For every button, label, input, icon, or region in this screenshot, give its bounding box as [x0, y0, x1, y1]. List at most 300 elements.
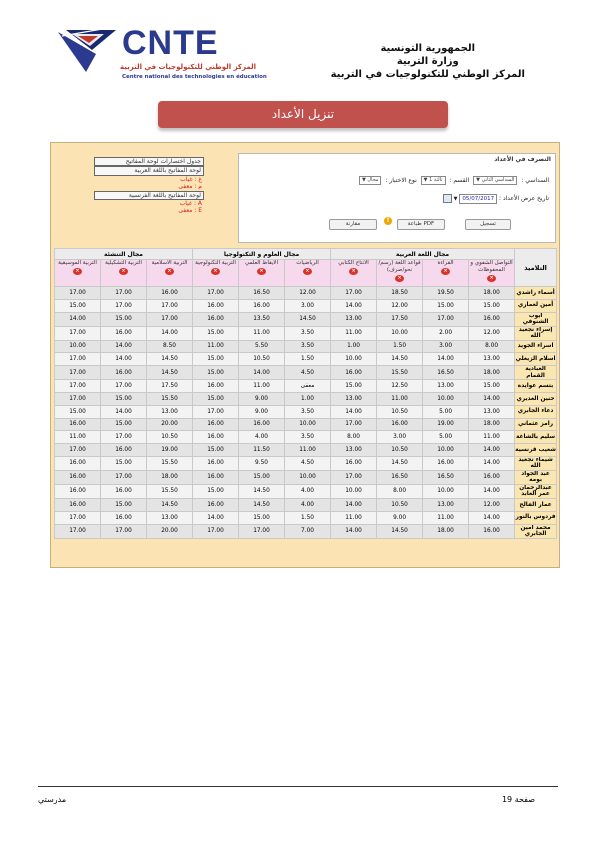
grade-cell[interactable]: 18.00: [147, 470, 193, 484]
grades-table-body: [55, 287, 557, 539]
subject-header: [469, 260, 515, 287]
grade-cell[interactable]: 13.00: [331, 444, 377, 457]
grade-cell[interactable]: 15.00: [193, 326, 239, 340]
shortcut-line: م : معفى: [178, 183, 202, 191]
grade-cell[interactable]: 14.00: [469, 484, 515, 498]
grade-cell[interactable]: 14.50: [147, 353, 193, 366]
grade-cell[interactable]: 11.00: [331, 326, 377, 340]
grade-cell[interactable]: 11.00: [331, 511, 377, 524]
grade-cell[interactable]: 4.50: [285, 366, 331, 380]
grade-cell[interactable]: 14.00: [147, 326, 193, 340]
grade-cell[interactable]: 18.00: [469, 287, 515, 300]
grade-cell[interactable]: 11.00: [239, 326, 285, 340]
student-row: [55, 484, 557, 498]
grade-cell[interactable]: 1.00: [285, 392, 331, 405]
grade-cell[interactable]: 10.50: [377, 444, 423, 457]
grade-cell[interactable]: 17.00: [55, 326, 101, 340]
grade-cell[interactable]: 14.50: [239, 484, 285, 498]
domain-arabic-header: مجال اللغة العربية: [331, 249, 515, 260]
grade-cell[interactable]: 8.00: [469, 340, 515, 353]
grade-cell[interactable]: 16.00: [239, 418, 285, 431]
grade-cell[interactable]: 14.00: [423, 353, 469, 366]
ministry-line-center: المركز الوطني للتكنولوجيات في التربية: [330, 69, 525, 80]
grade-cell[interactable]: 14.00: [331, 498, 377, 511]
grade-cell[interactable]: 14.00: [331, 405, 377, 418]
grade-cell[interactable]: 20.00: [147, 524, 193, 538]
remove-subject-icon[interactable]: ×: [487, 275, 496, 282]
subject-header: [377, 260, 423, 287]
grade-cell[interactable]: 17.00: [101, 380, 147, 393]
grade-cell[interactable]: 17.00: [331, 287, 377, 300]
grade-cell[interactable]: 17.00: [423, 312, 469, 326]
ministry-line-ministry: وزارة التربية: [396, 56, 459, 67]
semester-label: السداسي :: [521, 177, 549, 184]
grade-cell[interactable]: 15.00: [101, 312, 147, 326]
grade-cell[interactable]: 15.00: [469, 299, 515, 312]
grade-cell[interactable]: 13.00: [469, 405, 515, 418]
student-name: دعاء الجابري: [515, 405, 557, 418]
student-name: عبد الجواد بومه: [515, 470, 557, 484]
grade-cell[interactable]: 16.00: [469, 524, 515, 538]
grade-cell[interactable]: 12.50: [377, 380, 423, 393]
grade-cell[interactable]: 14.00: [331, 299, 377, 312]
grade-cell[interactable]: 15.00: [423, 299, 469, 312]
cnte-logo-text: CNTE: [122, 24, 219, 62]
shortcut-line: لوحة المفاتيح باللغة العربية: [94, 166, 204, 175]
grade-cell[interactable]: 16.00: [101, 444, 147, 457]
grade-cell[interactable]: 15.00: [101, 456, 147, 470]
grade-cell[interactable]: 16.00: [193, 431, 239, 444]
student-row: [55, 340, 557, 353]
grade-cell[interactable]: 11.00: [285, 444, 331, 457]
grade-cell[interactable]: 8.00: [331, 431, 377, 444]
grade-cell[interactable]: 15.00: [55, 299, 101, 312]
grade-cell[interactable]: 10.00: [423, 444, 469, 457]
ministry-line-republic: الجمهورية التونسية: [380, 43, 476, 54]
grade-cell[interactable]: 16.50: [423, 470, 469, 484]
grade-cell[interactable]: 14.00: [101, 340, 147, 353]
grade-cell[interactable]: 13.00: [147, 511, 193, 524]
grade-cell[interactable]: 17.00: [101, 524, 147, 538]
grade-cell[interactable]: 16.00: [239, 299, 285, 312]
grade-cell[interactable]: 10.00: [423, 484, 469, 498]
subject-label: التربية الموسيقية: [58, 260, 97, 266]
grade-cell[interactable]: 13.00: [147, 405, 193, 418]
student-name: اسراء الجويد: [515, 340, 557, 353]
grade-cell[interactable]: 16.00: [101, 484, 147, 498]
grade-cell[interactable]: 1.00: [331, 340, 377, 353]
date-row: [443, 194, 549, 204]
shortcut-line: E : معفى: [178, 207, 202, 215]
student-name: فردوس بالنور: [515, 511, 557, 524]
grade-cell[interactable]: 13.00: [331, 312, 377, 326]
student-name: شعيب قرنسية: [515, 444, 557, 457]
student-row: [55, 431, 557, 444]
panel-title: التصرف في الأعداد: [494, 156, 551, 163]
grade-cell[interactable]: 16.00: [193, 470, 239, 484]
compare-button[interactable]: مقارنة: [329, 219, 377, 230]
grade-cell[interactable]: 15.00: [239, 470, 285, 484]
grade-cell[interactable]: 4.00: [285, 484, 331, 498]
remove-subject-icon[interactable]: ×: [303, 268, 312, 275]
remove-subject-icon[interactable]: ×: [441, 268, 450, 275]
student-name: أسماء راشدي: [515, 287, 557, 300]
grade-cell[interactable]: 17.00: [55, 392, 101, 405]
subject-label: التربية التشكيلية: [105, 260, 142, 266]
grade-cell[interactable]: 11.00: [423, 511, 469, 524]
subject-label: الانتاج الكتابي: [338, 260, 369, 266]
grade-cell[interactable]: 14.50: [377, 524, 423, 538]
grade-cell[interactable]: 11.00: [469, 431, 515, 444]
grade-cell[interactable]: 17.00: [55, 444, 101, 457]
grade-cell[interactable]: 16.00: [193, 312, 239, 326]
grade-cell[interactable]: 16.00: [193, 498, 239, 511]
grade-cell[interactable]: 16.00: [55, 418, 101, 431]
grade-cell[interactable]: 5.50: [239, 340, 285, 353]
domain-science-header: مجال العلوم و التكنولوجيا: [193, 249, 331, 260]
grade-cell[interactable]: 13.00: [423, 380, 469, 393]
semester-select[interactable]: السداسي الثاني ▼: [473, 176, 517, 185]
grade-cell[interactable]: 12.00: [377, 299, 423, 312]
grade-cell[interactable]: 15.00: [101, 498, 147, 511]
grade-cell[interactable]: 17.00: [55, 524, 101, 538]
grade-cell[interactable]: 16.00: [469, 312, 515, 326]
grade-cell[interactable]: 10.00: [331, 353, 377, 366]
student-name: عمار الفالح: [515, 498, 557, 511]
grade-cell[interactable]: 17.00: [55, 366, 101, 380]
grade-cell[interactable]: 1.50: [285, 353, 331, 366]
grade-cell[interactable]: 17.00: [101, 470, 147, 484]
student-row: [55, 470, 557, 484]
grade-cell[interactable]: 16.00: [331, 366, 377, 380]
student-name: بتسم عوايدة: [515, 380, 557, 393]
grade-cell[interactable]: 3.00: [423, 340, 469, 353]
student-row: [55, 524, 557, 538]
grade-cell[interactable]: 14.50: [285, 312, 331, 326]
dropdown-arrow-icon[interactable]: ▼: [453, 196, 458, 202]
grade-cell[interactable]: 13.50: [239, 312, 285, 326]
student-name: عبدالرحمان عمر العابد: [515, 484, 557, 498]
grade-cell[interactable]: 11.00: [193, 340, 239, 353]
student-name: رامز عثماني: [515, 418, 557, 431]
exam-type-value: مجال: [367, 177, 379, 183]
subject-label: القراءة: [437, 260, 454, 266]
grade-cell[interactable]: 15.00: [469, 380, 515, 393]
ministry-header: [331, 42, 525, 81]
grade-cell[interactable]: 15.00: [55, 405, 101, 418]
grade-cell[interactable]: 16.00: [101, 326, 147, 340]
grade-cell[interactable]: 17.00: [101, 299, 147, 312]
subject-header: [239, 260, 285, 287]
student-row: [55, 366, 557, 380]
grade-cell[interactable]: معفى: [285, 380, 331, 393]
grade-cell[interactable]: 15.00: [239, 511, 285, 524]
section-select[interactable]: ثالثة 1 ▼: [421, 176, 446, 185]
cnte-logo-french: Centre national des technologies en éducation: [122, 74, 267, 80]
grade-cell[interactable]: 17.00: [331, 470, 377, 484]
grade-cell[interactable]: 15.00: [193, 444, 239, 457]
student-row: [55, 326, 557, 340]
grade-cell[interactable]: 12.00: [285, 287, 331, 300]
grade-cell[interactable]: 3.00: [285, 299, 331, 312]
student-name: شيماء نجعيد الله: [515, 456, 557, 470]
grade-cell[interactable]: 3.50: [285, 405, 331, 418]
grade-cell[interactable]: 16.00: [331, 456, 377, 470]
grade-cell[interactable]: 4.00: [239, 431, 285, 444]
student-row: [55, 299, 557, 312]
grade-cell[interactable]: 16.00: [101, 366, 147, 380]
grade-cell[interactable]: 9.00: [239, 405, 285, 418]
grade-cell[interactable]: 14.00: [101, 405, 147, 418]
grade-cell[interactable]: 16.00: [469, 470, 515, 484]
grade-cell[interactable]: 8.00: [377, 484, 423, 498]
grade-cell[interactable]: 16.50: [239, 287, 285, 300]
subject-label: قواعد اللغة (رسم/نحو/صرف): [378, 260, 421, 273]
subject-label: الرياضيات: [296, 260, 319, 266]
grade-cell[interactable]: 15.00: [331, 380, 377, 393]
grade-cell[interactable]: 10.00: [285, 470, 331, 484]
grade-cell[interactable]: 15.00: [193, 392, 239, 405]
grade-cell[interactable]: 16.00: [193, 380, 239, 393]
shortcut-line: غ : غياب: [180, 175, 202, 183]
grade-cell[interactable]: 15.00: [193, 484, 239, 498]
grade-cell[interactable]: 9.50: [239, 456, 285, 470]
subject-header: [423, 260, 469, 287]
grade-cell[interactable]: 15.50: [147, 456, 193, 470]
remove-subject-icon[interactable]: ×: [257, 268, 266, 275]
remove-subject-icon[interactable]: ×: [211, 268, 220, 275]
grade-cell[interactable]: 17.00: [147, 312, 193, 326]
grade-cell[interactable]: 8.50: [147, 340, 193, 353]
grade-cell[interactable]: 3.50: [285, 340, 331, 353]
grade-cell[interactable]: 15.00: [101, 418, 147, 431]
exam-type-label: نوع الاختبار :: [385, 177, 417, 184]
grade-cell[interactable]: 19.00: [147, 444, 193, 457]
grade-cell[interactable]: 15.50: [147, 392, 193, 405]
grade-cell[interactable]: 17.50: [377, 312, 423, 326]
warning-icon: !: [384, 217, 392, 225]
grade-cell[interactable]: 14.00: [55, 312, 101, 326]
grade-cell[interactable]: 17.50: [147, 380, 193, 393]
student-row: [55, 405, 557, 418]
remove-subject-icon[interactable]: ×: [73, 268, 82, 275]
exam-type-select[interactable]: مجال ▼: [359, 176, 382, 185]
grade-cell[interactable]: 17.00: [55, 287, 101, 300]
student-name: اسلام الزيغلي: [515, 353, 557, 366]
grade-cell[interactable]: 5.00: [423, 431, 469, 444]
grade-cell[interactable]: 10.50: [377, 405, 423, 418]
grade-cell[interactable]: 18.50: [377, 287, 423, 300]
grade-cell[interactable]: 10.50: [377, 498, 423, 511]
grade-cell[interactable]: 16.00: [193, 456, 239, 470]
grade-cell[interactable]: 12.00: [469, 498, 515, 511]
student-name: إسراء نجعيد الله: [515, 326, 557, 340]
filter-row: [357, 176, 549, 185]
grade-cell[interactable]: 17.00: [101, 431, 147, 444]
grade-cell[interactable]: 20.00: [147, 418, 193, 431]
cnte-logo-arabic: المركز الوطني للتكنولوجيات في التربية: [120, 63, 257, 71]
grade-cell[interactable]: 1.50: [285, 511, 331, 524]
grade-cell[interactable]: 10.00: [285, 418, 331, 431]
footer-divider: [38, 786, 558, 787]
student-row: [55, 498, 557, 511]
student-row: [55, 456, 557, 470]
grade-cell[interactable]: 14.00: [239, 366, 285, 380]
grade-cell[interactable]: 14.00: [469, 511, 515, 524]
student-name: أيوب الشنوفي: [515, 312, 557, 326]
grade-cell[interactable]: 17.00: [193, 287, 239, 300]
pdf-print-button[interactable]: طباعة PDF: [397, 219, 445, 230]
grade-cell[interactable]: 18.00: [469, 366, 515, 380]
grade-cell[interactable]: 16.00: [55, 484, 101, 498]
page-title-banner: تنزيل الأعداد: [158, 101, 448, 128]
grade-cell[interactable]: 14.00: [469, 456, 515, 470]
subject-header-row: [55, 260, 557, 287]
grade-cell[interactable]: 4.50: [285, 456, 331, 470]
subject-header: [147, 260, 193, 287]
grade-cell[interactable]: 16.00: [55, 456, 101, 470]
grade-cell[interactable]: 10.00: [423, 392, 469, 405]
grades-table: [54, 248, 557, 539]
grade-cell[interactable]: 10.50: [239, 353, 285, 366]
grade-cell[interactable]: 14.00: [101, 353, 147, 366]
grade-cell[interactable]: 17.00: [147, 299, 193, 312]
grade-cell[interactable]: 18.00: [423, 524, 469, 538]
grade-cell[interactable]: 14.00: [331, 524, 377, 538]
grade-cell[interactable]: 9.00: [239, 392, 285, 405]
grade-cell[interactable]: 13.00: [331, 392, 377, 405]
grade-cell[interactable]: 16.00: [147, 287, 193, 300]
subject-label: التربية التكنولوجية: [195, 260, 236, 266]
grade-cell[interactable]: 18.00: [469, 418, 515, 431]
grade-cell[interactable]: 16.00: [55, 470, 101, 484]
student-name: سليم بالشاغة: [515, 431, 557, 444]
grade-cell[interactable]: 9.00: [377, 511, 423, 524]
cnte-logo-emblem: [56, 24, 118, 74]
grade-cell[interactable]: 17.00: [101, 287, 147, 300]
grade-cell[interactable]: 17.00: [193, 405, 239, 418]
grade-cell[interactable]: 10.00: [331, 484, 377, 498]
grade-cell[interactable]: 4.00: [285, 498, 331, 511]
grade-cell[interactable]: 14.50: [377, 456, 423, 470]
subject-label: التربية الاسلامية: [151, 260, 188, 266]
subject-label: الايقاظ العلمي: [245, 260, 278, 266]
student-name: حنين الغديري: [515, 392, 557, 405]
student-row: [55, 418, 557, 431]
grade-cell[interactable]: 19.50: [423, 287, 469, 300]
remove-subject-icon[interactable]: ×: [349, 268, 358, 275]
student-name: العبادية القمام: [515, 366, 557, 380]
grade-cell[interactable]: 15.00: [193, 353, 239, 366]
grade-cell[interactable]: 15.50: [377, 366, 423, 380]
grade-cell[interactable]: 14.00: [193, 511, 239, 524]
grade-cell[interactable]: 10.50: [147, 431, 193, 444]
grade-cell[interactable]: 15.00: [101, 392, 147, 405]
grade-cell[interactable]: 19.00: [423, 418, 469, 431]
grade-cell[interactable]: 10.00: [377, 326, 423, 340]
grade-cell[interactable]: 11.00: [55, 431, 101, 444]
grade-cell[interactable]: 16.50: [423, 366, 469, 380]
grade-cell[interactable]: 16.00: [193, 418, 239, 431]
students-header: التلاميذ: [515, 249, 557, 287]
student-row: [55, 287, 557, 300]
subject-header: [285, 260, 331, 287]
grade-cell[interactable]: 16.50: [377, 470, 423, 484]
subject-label: التواصل الشفوي و المحفوظات: [470, 260, 513, 273]
grade-cell[interactable]: 17.00: [331, 418, 377, 431]
grade-cell[interactable]: 17.00: [239, 524, 285, 538]
grade-cell[interactable]: 14.50: [147, 498, 193, 511]
keyboard-shortcuts-legend: [94, 157, 204, 215]
grade-cell[interactable]: 16.00: [377, 418, 423, 431]
grade-cell[interactable]: 14.50: [147, 366, 193, 380]
grade-cell[interactable]: 11.00: [239, 380, 285, 393]
grade-cell[interactable]: 11.00: [377, 392, 423, 405]
remove-subject-icon[interactable]: ×: [395, 275, 404, 282]
grade-cell[interactable]: 3.50: [285, 326, 331, 340]
semester-value: السداسي الثاني: [481, 177, 515, 183]
section-value: ثالثة 1: [429, 177, 443, 183]
shortcut-line: لوحة المفاتيح باللغة الفرنسية: [94, 191, 204, 200]
grade-cell[interactable]: 3.50: [285, 431, 331, 444]
subject-header: [55, 260, 101, 287]
grade-cell[interactable]: 14.00: [469, 444, 515, 457]
grade-cell[interactable]: 17.00: [55, 380, 101, 393]
footer-page-number: صفحة 19: [501, 795, 535, 804]
student-name: أمين لعماري: [515, 299, 557, 312]
grade-cell[interactable]: 12.00: [469, 326, 515, 340]
grade-cell[interactable]: 16.00: [193, 299, 239, 312]
grade-cell[interactable]: 14.50: [377, 353, 423, 366]
grade-cell[interactable]: 1.50: [377, 340, 423, 353]
grade-cell[interactable]: 17.00: [55, 511, 101, 524]
footer-label: مدرستي: [38, 795, 67, 804]
grade-cell[interactable]: 16.00: [101, 511, 147, 524]
grade-cell[interactable]: 3.00: [377, 431, 423, 444]
grade-cell[interactable]: 17.00: [55, 353, 101, 366]
student-name: محمد أمين الجابري: [515, 524, 557, 538]
grade-cell[interactable]: 5.00: [423, 405, 469, 418]
student-row: [55, 380, 557, 393]
subject-header: [331, 260, 377, 287]
grade-cell[interactable]: 16.00: [423, 456, 469, 470]
grade-cell[interactable]: 15.00: [193, 366, 239, 380]
grade-cell[interactable]: 17.00: [193, 524, 239, 538]
student-row: [55, 511, 557, 524]
date-field[interactable]: 05/07/2017: [459, 194, 497, 204]
grade-cell[interactable]: 11.50: [239, 444, 285, 457]
grade-cell[interactable]: 2.00: [423, 326, 469, 340]
student-row: [55, 312, 557, 326]
student-row: [55, 444, 557, 457]
date-label: تاريخ عرض الأعداد :: [499, 195, 549, 202]
grade-cell[interactable]: 14.00: [469, 392, 515, 405]
grade-cell[interactable]: 15.50: [147, 484, 193, 498]
remove-subject-icon[interactable]: ×: [119, 268, 128, 275]
grade-cell[interactable]: 13.00: [469, 353, 515, 366]
grades-management-panel: [238, 153, 556, 243]
subject-header: [193, 260, 239, 287]
remove-subject-icon[interactable]: ×: [165, 268, 174, 275]
grade-cell[interactable]: 13.00: [423, 498, 469, 511]
save-button[interactable]: تسجيل: [465, 219, 511, 230]
grade-cell[interactable]: 14.50: [239, 498, 285, 511]
calendar-icon[interactable]: [443, 194, 452, 203]
grade-cell[interactable]: 16.00: [55, 498, 101, 511]
grade-cell[interactable]: 7.00: [285, 524, 331, 538]
grade-cell[interactable]: 10.00: [55, 340, 101, 353]
subject-header: [101, 260, 147, 287]
